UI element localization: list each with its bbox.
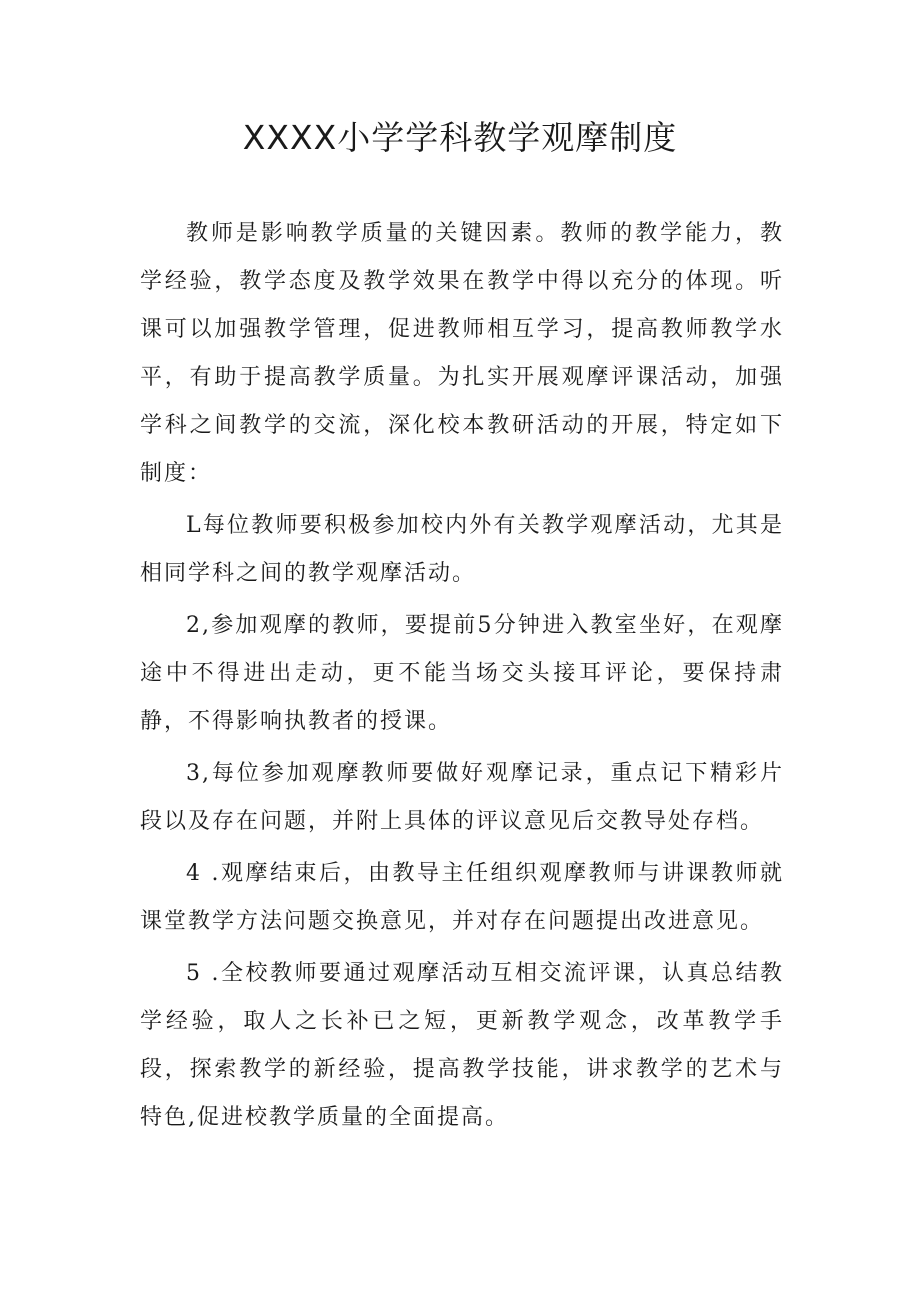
document-body (140, 210, 784, 1146)
rule-3-paragraph: 3,每位参加观摩教师要做好观摩记录，重点记下精彩片段以及存在问题，并附上具体的评议意见后交教导处存档。 (140, 761, 784, 834)
rule-2-paragraph: 2,参加观摩的教师，要提前5分钟进入教室坐好，在观摩途中不得进出走动，更不能当场交头接耳评论，要保持肃静，不得影响执教者的授课。 (140, 613, 784, 734)
rule-4-paragraph: 4 .观摩结束后，由教导主任组织观摩教师与讲课教师就课堂教学方法问题交换意见，并对存在问题提出改进意见。 (140, 861, 784, 934)
rule-1-paragraph: L每位教师要积极参加校内外有关教学观摩活动，尤其是相同学科之间的教学观摩活动。 (140, 513, 784, 586)
intro-paragraph: 教师是影响教学质量的关键因素。教师的教学能力，教学经验，教学态度及教学效果在教学中得以充分的体现。听课可以加强教学管理，促进教师相互学习，提高教师教学水平，有助于提高教学质量。为扎实开展观摩评课活动，加强学科之间教学的交流，深化校本教研活动的开展，特定如下制度： (140, 221, 784, 486)
document-title: XXXX小学学科教学观摩制度 (242, 118, 678, 157)
rule-5-paragraph: 5 .全校教师要通过观摩活动互相交流评课，认真总结教学经验，取人之长补已之短，更新教学观念，改革教学手段，探索教学的新经验，提高教学技能，讲求教学的艺术与特色,促进校教学质量的全面提高。 (140, 961, 784, 1130)
